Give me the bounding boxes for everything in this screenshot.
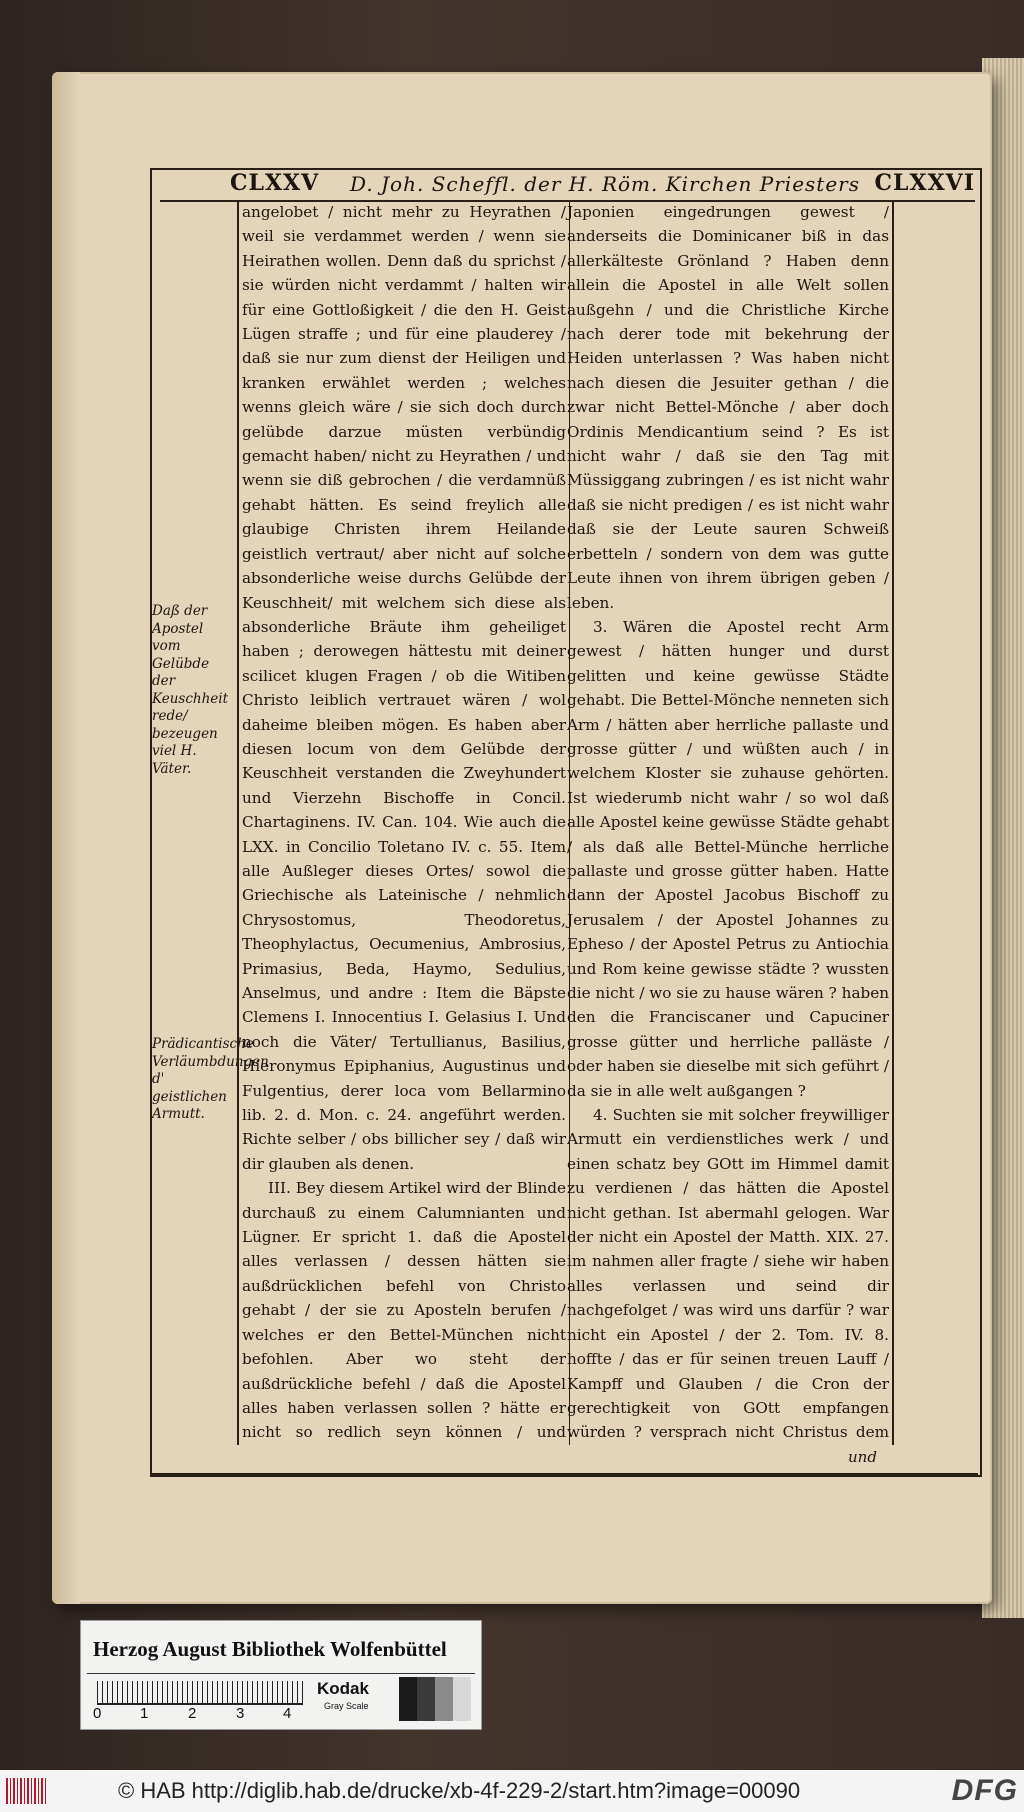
- kodak-logo: Kodak: [317, 1679, 369, 1698]
- paragraph: 4. Suchten sie mit solcher freywilliger Armutt ein verdienstliches werk / und einen schatz bey GOtt im Himmel damit zu verdienen / das hätten die Apostel nicht gethan. Ist abermahl gelogen. War der nicht ein Apostel der Matth. XIX. 27. im nahmen aller fragte / siehe wir haben alles verlassen und seind dir nachgefolget / was wird uns darfür ? war nicht ein Apostel / der 2. Tom. IV. 8. hoffte / das er für seinen treuen Lauff / Kampff und Glauben / die Cron der gerechtigkeit von GOtt empfangen würden ? versprach nicht Christus dem: [567, 1106, 889, 1442]
- running-header: [230, 170, 975, 200]
- gray-swatch: [453, 1677, 471, 1721]
- ruler-number: 0: [93, 1705, 102, 1722]
- right-text-column: [564, 200, 894, 1445]
- footer-bar: [0, 1770, 1024, 1812]
- left-page-number: CLXXV: [230, 170, 320, 196]
- running-title: D. Joh. Scheffl. der H. Röm. Kirchen Priesters: [350, 172, 860, 196]
- dfg-logo: DFG: [951, 1774, 1018, 1807]
- ruler-number: 4: [283, 1705, 292, 1722]
- scale-ruler: [97, 1681, 303, 1705]
- right-page-number: CLXXVI: [874, 170, 975, 196]
- gray-swatch: [399, 1677, 417, 1721]
- frame-bottom-rule: [150, 1473, 978, 1475]
- label-divider: [87, 1673, 475, 1674]
- gray-swatch: [417, 1677, 435, 1721]
- paragraph: III. Bey diesem Artikel wird der Blinde durchauß zu einem Calumnianten und Lügner. Er spricht 1. daß die Apostel alles verlassen / dessen hätten sie außdrücklichen befehl von Christo gehabt / der sie zu Aposteln berufen / welches er den Bettel-München nicht befohlen. Aber wo steht der außdrückliche befehl / daß die Apostel alles haben verlassen sollen ? hätte er nicht so redlich seyn können / und: [242, 1179, 566, 1442]
- paragraph: 3. Wären die Apostel recht Arm gewest / hätten hunger und durst gelitten und keine gewüsse Städte gehabt. Die Bettel-Mönche nenneten sich Arm / hätten aber herrliche pallaste und grosse gütter / und wüßten auch / in welchem Kloster sie zuhause gehörten. Ist wiederumb nicht wahr / so wol daß alle Apostel keine gewüsse Städte gehabt / als daß alle Bettel-Münche herrliche pallaste und grosse gütter haben. Hatte dann der Apostel Jacobus Bischoff zu Jerusalem / der Apostel Johannes zu Epheso / der Apostel Petrus zu Antiochia und Rom keine gewisse städte ? wussten die nicht / wo sie zu hause wären ? haben den die Franciscaner und Capuciner grosse gütter und herrliche palläste / oder haben sie dieselbe mit sich geführt / da sie in alle welt außgangen ?: [567, 617, 889, 1100]
- paragraph: angelobet / nicht mehr zu Heyrathen / weil sie verdammet werden / wenn sie Heirathen wollen. Denn daß du sprichst / sie würden nicht verdammt / halten wir für eine Gottloßigkeit / die den H. Geist Lügen straffe ; und für eine plauderey / daß sie nur zum dienst der Heiligen und kranken erwählet werden ; welches wenns gleich wäre / sie sich doch durch gelübde darzue müsten verbündig gemacht haben/ nicht zu Heyrathen / und wenn sie diß gebrochen / die verdamnüß gehabt hätten. Es seind freylich alle glaubige Christen ihrem Heilande geistlich vertraut/ aber nicht auf solche absonderliche weise durchs Gelübde der Keuschheit/ mit welchem sich diese als absonderliche Bräute ihm geheiliget haben ; derowegen hättestu mit deiner scilicet klugen Fragen / ob die Witiben Christo leiblich vertrauet wären / wol daheime bleiben mögen. Es haben aber diesen locum von dem Gelübde der Keuschheit verstanden die Zweyhundert und Vierzehn Bischoffe in Concil. Chartaginens. IV. Can. 104. Wie auch die LXX. in Concilio Toletano IV. c. 55. Item alle Außleger dieses Ortes/ sowol die Griechische als Lateinische / nehmlich Chrysostomus, Theodoretus, Theophylactus, Oecumenius, Ambrosius, Primasius, Beda, Haymo, Sedulius, Anselmus, und andre : Item die Bäpste Clemens I. Innocentius I. Gelasius I. Und noch die Väter/ Tertullianus, Basilius, Hieronymus Epiphanius, Augustinus und Fulgentius, derer loca vom Bellarmino lib. 2. d. Mon. c. 24. angeführt werden. Richte selber / obs billicher sey / daß wir dir glauben als denen.: [242, 203, 566, 1173]
- library-color-card: [80, 1620, 482, 1730]
- ruler-number: 2: [188, 1705, 197, 1722]
- hab-barcode-icon: [6, 1778, 48, 1804]
- footer-copyright-link[interactable]: © HAB http://diglib.hab.de/drucke/xb-4f-229-2/start.htm?image=00090: [118, 1778, 801, 1803]
- ruler-number: 1: [140, 1705, 149, 1722]
- margin-note: Prädicantische Verläumbdungen d' geistlichen Armutt.: [152, 1036, 269, 1122]
- left-text-column: [237, 200, 570, 1445]
- gray-scale-caption: Gray Scale: [324, 1701, 369, 1711]
- margin-note: Daß der Apostel vom Gelübde der Keuschheit rede/ bezeugen viel H. Väter.: [152, 603, 229, 777]
- ruler-number: 3: [236, 1705, 245, 1722]
- gray-swatch: [435, 1677, 453, 1721]
- library-name: Herzog August Bibliothek Wolfenbüttel: [93, 1637, 447, 1661]
- catchword: und: [848, 1448, 877, 1466]
- paragraph: Japonien eingedrungen gewest / anderseits die Dominicaner biß in das allerkälteste Grönland ? Haben denn allein die Apostel in alle Welt sollen außgehn / und die Christliche Kirche nach derer tode mit bekehrung der Heiden unterlassen ? Was haben nicht nach diesen die Jesuiter gethan / die zwar nicht Bettel-Mönche / aber doch Ordinis Mendicantium seind ? Es ist nicht wahr / daß sie den Tag mit Müssiggang zubringen / es ist nicht wahr daß sie nicht predigen / es ist nicht wahr daß sie der Leute sauren Schweiß erbetteln / sondern von dem was gutte Leute ihnen von ihrem übrigen geben / leben.: [567, 203, 889, 612]
